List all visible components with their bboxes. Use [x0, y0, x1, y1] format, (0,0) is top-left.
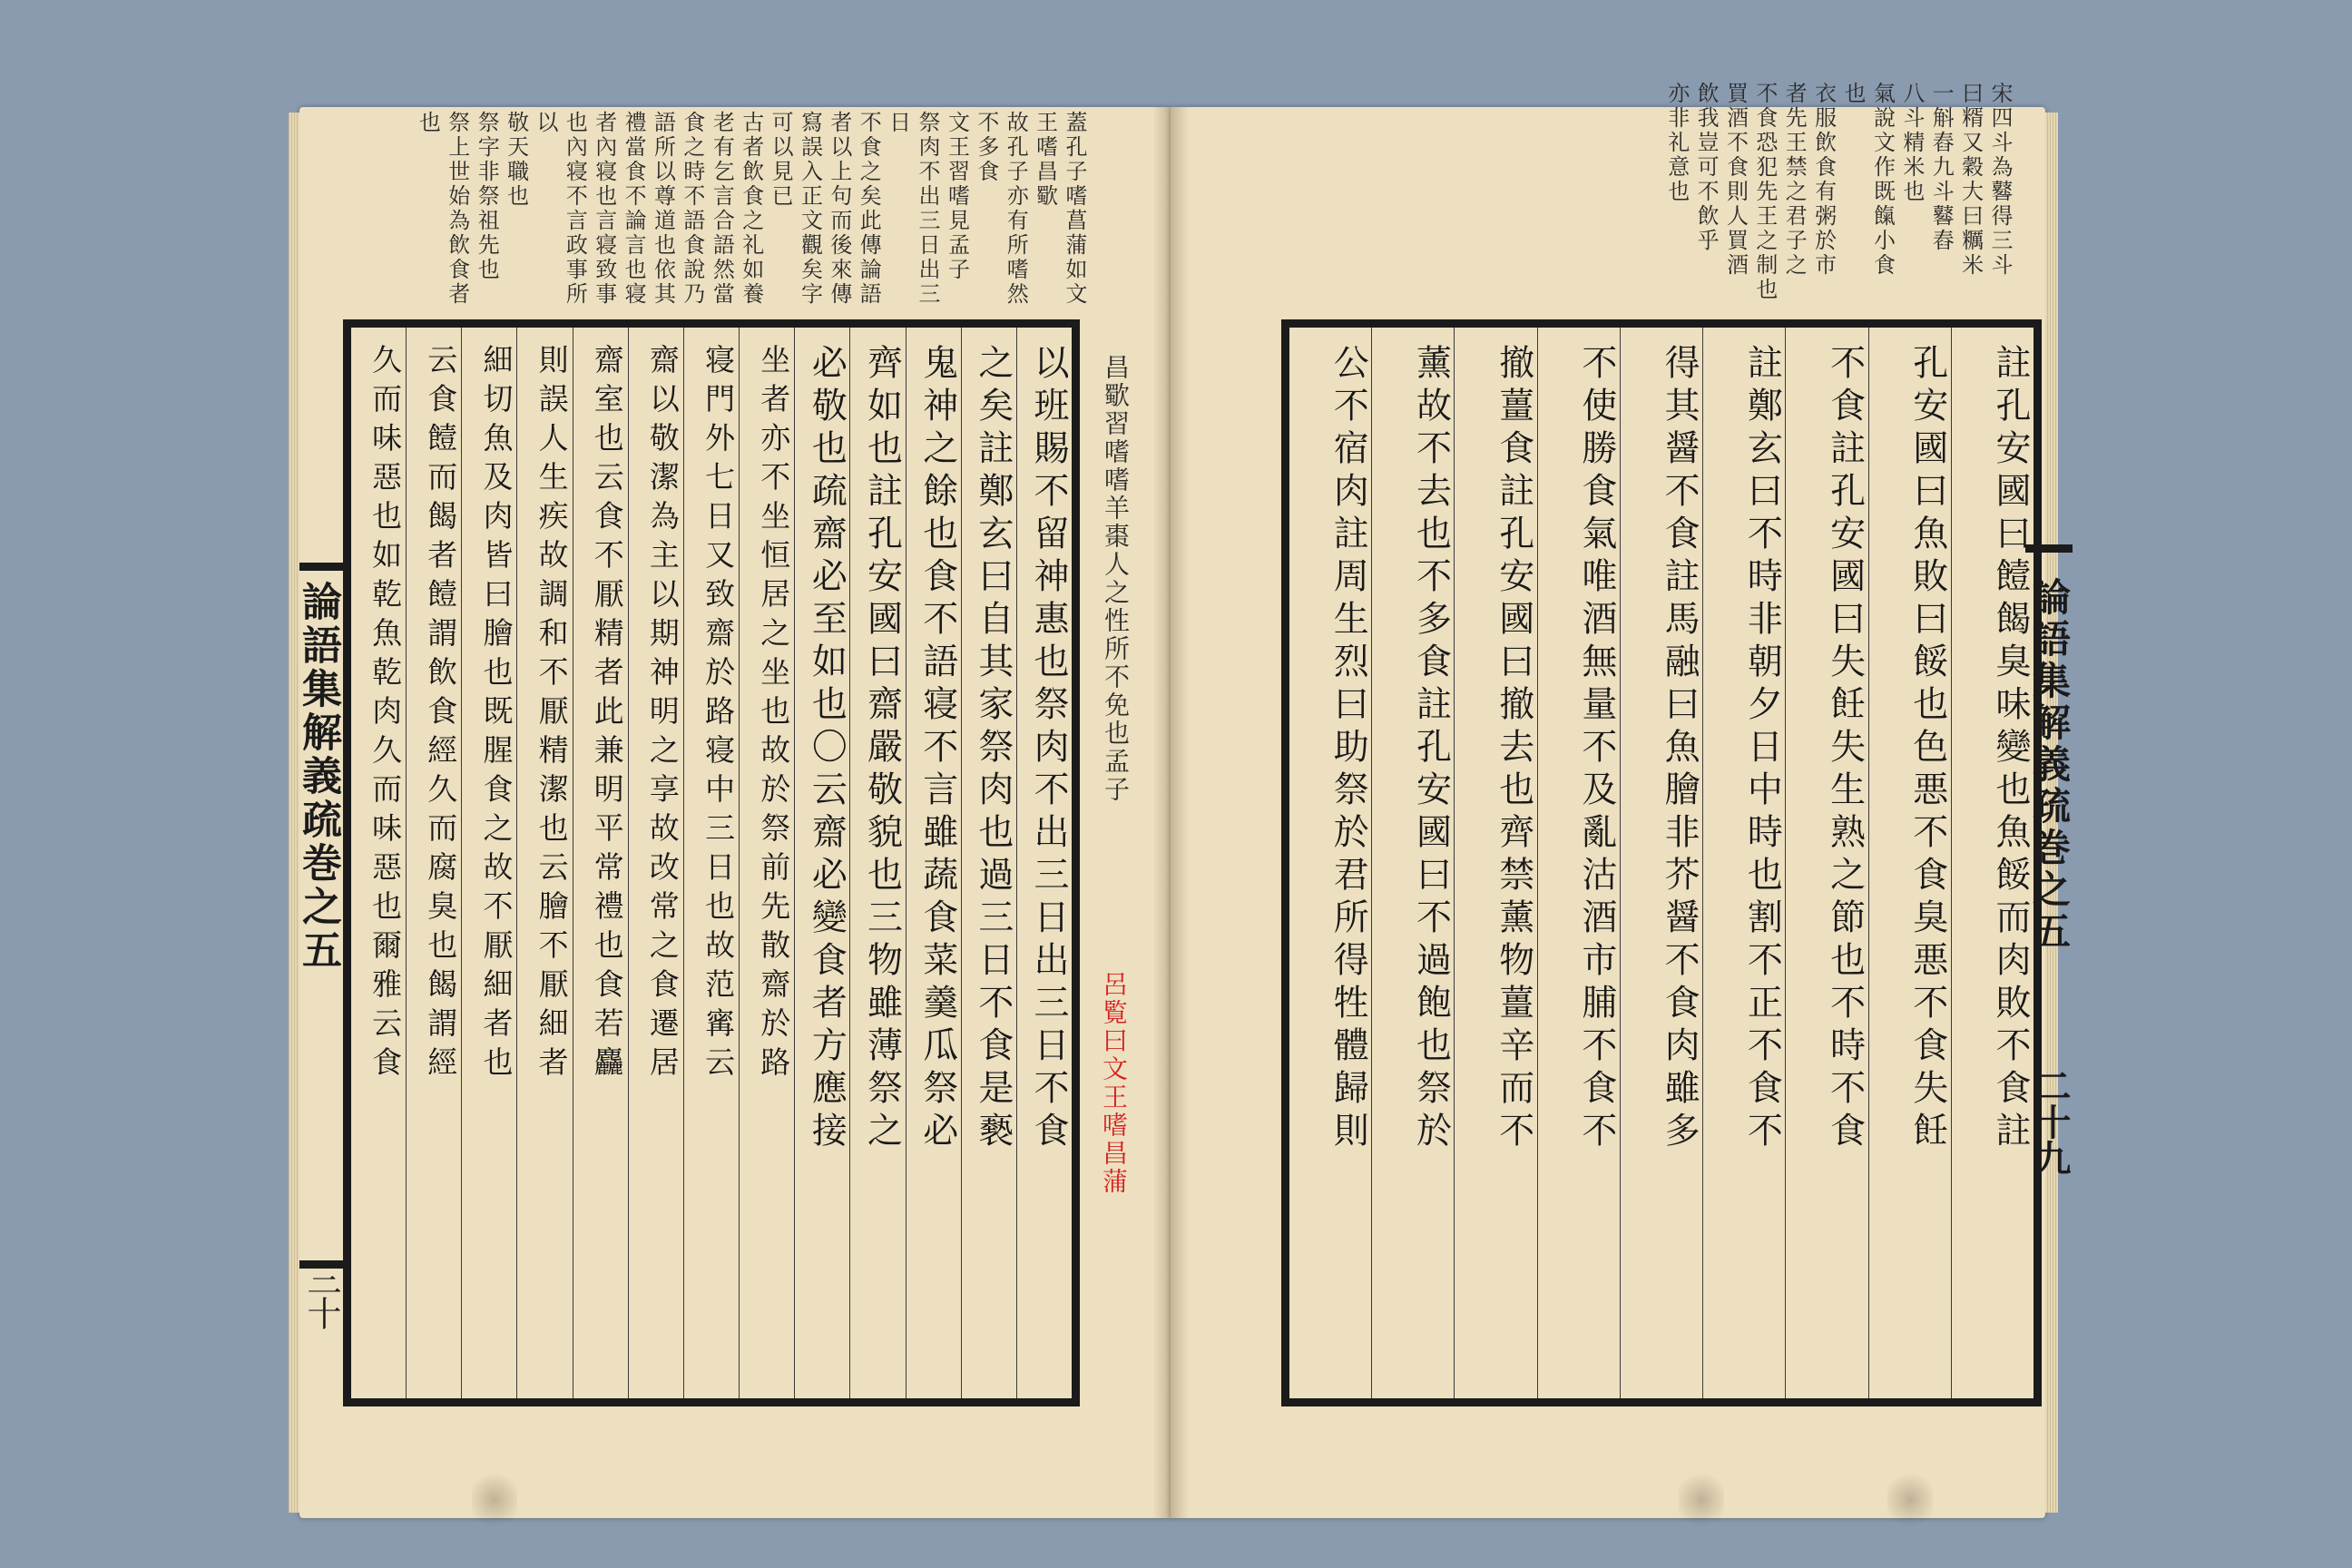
annotation-line: 者先王禁之君子之 — [1781, 82, 1808, 278]
text-column: 寝門外七日又致齋於路寝中三日也故范寗云 — [683, 328, 739, 1398]
left-page-number: 三十 — [301, 1261, 341, 1330]
text-column: 以班賜不留神惠也祭肉不出三日出三日不食 — [1016, 328, 1072, 1398]
annotation-line: 衣服飲食有粥於市 — [1810, 82, 1837, 278]
text-column: 鬼神之餘也食不語寝不言雖蔬食菜羹瓜祭必 — [906, 328, 961, 1398]
text-column: 必敬也疏齋必至如也〇云齋必變食者方應接 — [794, 328, 849, 1398]
annotation-line: 不多食 — [973, 111, 999, 184]
annotation-line: 文王習嗜見孟子 — [944, 111, 970, 282]
annotation-line: 宋四斗為鼛得三斗 — [1987, 82, 2013, 278]
annotation-line: 不食恐犯先王之制也 — [1751, 82, 1778, 302]
text-column: 細切魚及肉皆曰膾也既腥食之故不厭細者也 — [461, 328, 516, 1398]
annotation-line: 一斛舂九斗鼛舂 — [1928, 82, 1955, 253]
annotation-line: 者內寝也言寝致事 — [591, 111, 617, 307]
right-columns — [1289, 328, 2034, 1398]
text-column: 云食饐而餲者饐謂飲食經久而腐臭也餲謂經 — [406, 328, 461, 1398]
text-column: 不食註孔安國曰失飪失生熟之節也不時不食 — [1785, 328, 1867, 1398]
annotation-line: 故孔子亦有所嗜然 — [1003, 111, 1029, 307]
annotation-line: 食之時不語食說乃 — [679, 111, 705, 307]
annotation-line: 敬天職也 — [503, 111, 529, 209]
text-column: 坐者亦不坐恒居之坐也故於祭前先散齋於路 — [739, 328, 794, 1398]
paper-stain — [1679, 1468, 1724, 1532]
annotation-line: 也 — [415, 111, 441, 135]
annotation-line: 祭肉不出三日出三日 — [885, 111, 941, 307]
annotation-line: 寫誤入正文觀矣字 — [797, 111, 823, 307]
text-column: 撤薑食註孔安國曰撤去也齊禁薰物薑辛而不 — [1454, 328, 1536, 1398]
annotation-line: 氣說文作既餼小食 — [1869, 82, 1896, 278]
annotation-line: 古者飲食之礼如養 — [738, 111, 764, 307]
annotation-line: 不食之矣此傳論語 — [856, 111, 882, 307]
text-column: 齋室也云食不厭精者此兼明平常禮也食若麤 — [573, 328, 628, 1398]
left-side-note: 昌歜習嗜嗜羊棗人之性所不免也孟子 — [1101, 354, 1131, 804]
annotation-line: 亦非礼意也 — [1663, 82, 1690, 204]
text-column: 不使勝食氣唯酒無量不及亂沽酒市脯不食不 — [1537, 328, 1620, 1398]
right-chapter-title: 論語集解義疏巻之五 — [2027, 577, 2072, 953]
text-column: 得其醤不食註馬融曰魚膾非芥醤不食肉雖多 — [1620, 328, 1702, 1398]
text-column: 薰故不去也不多食註孔安國曰不過飽也祭於 — [1371, 328, 1454, 1398]
annotation-line: 語所以尊道也依其 — [650, 111, 676, 307]
annotation-line: 祭上世始為飲食者 — [444, 111, 470, 307]
annotation-line: 買酒不食則人買酒 — [1722, 82, 1749, 278]
annotation-line: 曰糈又穀大曰糲米 — [1957, 82, 1984, 278]
left-top-annotations — [390, 111, 1089, 310]
text-column: 齊如也註孔安國曰齋嚴敬貌也三物雖薄祭之 — [849, 328, 905, 1398]
annotation-line: 禮當食不論言也寝 — [621, 111, 647, 307]
text-column: 之矣註鄭玄曰自其家祭肉也過三日不食是褻 — [961, 328, 1016, 1398]
right-top-annotations — [1289, 82, 2014, 336]
text-column: 齋以敬潔為主以期神明之享故改常之食遷居 — [628, 328, 683, 1398]
annotation-line: 蓋孔子嗜菖蒲如文王嗜昌歜 — [1032, 111, 1087, 307]
annotation-line: 老有乞言合語然當 — [709, 111, 735, 307]
annotation-line: 可以見已 — [768, 111, 794, 209]
annotation-line: 也 — [1840, 82, 1867, 106]
text-column: 久而味惡也如乾魚乾肉久而味惡也爾雅云食 — [368, 344, 404, 1085]
text-column: 註鄭玄曰不時非朝夕日中時也割不正不食不 — [1702, 328, 1785, 1398]
left-chapter-title: 論語集解義疏巻之五 — [295, 581, 341, 973]
annotation-line: 者以上句而後來傳 — [826, 111, 852, 307]
annotation-line: 祭字非祭祖先也 — [474, 111, 500, 282]
text-column: 則誤人生疾故調和不厭精潔也云膾不厭細者 — [516, 328, 572, 1398]
right-page-number: 二十九 — [2029, 1067, 2072, 1176]
left-text-frame — [343, 319, 1080, 1406]
annotation-line: 八斗精米也 — [1898, 82, 1925, 204]
paper-stain — [472, 1468, 517, 1532]
annotation-line: 也內寝不言政事所以 — [532, 111, 588, 307]
left-red-note: 呂覧曰文王嗜昌蒲 — [1099, 971, 1129, 1196]
right-text-frame — [1281, 319, 2042, 1406]
text-column: 孔安國曰魚敗曰餒也色悪不食臭悪不食失飪 — [1868, 328, 1951, 1398]
paper-stain — [1887, 1468, 1933, 1532]
book-gutter — [1152, 107, 1189, 1518]
text-column: 註孔安國曰饐餲臭味變也魚餒而肉敗不食註 — [1951, 328, 2034, 1398]
annotation-line: 飲我豈可不飲乎 — [1693, 82, 1720, 253]
left-columns — [351, 328, 1072, 1398]
text-column: 公不宿肉註周生烈曰助祭於君所得牲體歸則 — [1328, 344, 1369, 1154]
